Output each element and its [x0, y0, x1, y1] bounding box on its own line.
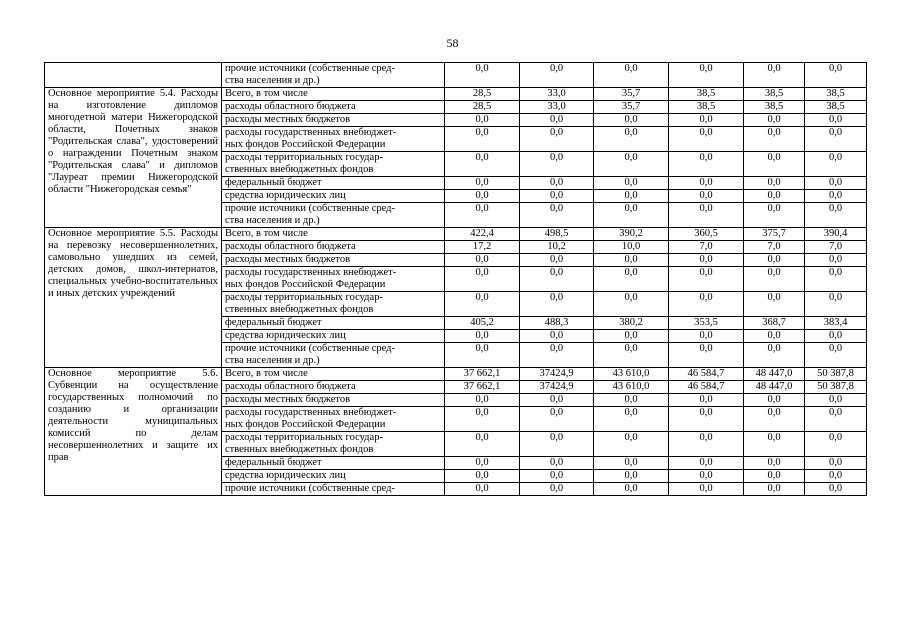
value-cell: 0,0 — [744, 343, 805, 368]
value-cell: 0,0 — [594, 63, 669, 88]
source-label: ных фондов Российской Федерации — [225, 279, 386, 290]
measure-title: Основное мероприятие 5.6. Субвенции на осуществление государственных полномочий по созданию и организации деятельности муниципальных комиссий по делам несовершеннолетних и защите их прав — [45, 368, 222, 496]
table-row — [45, 368, 867, 381]
value-cell: 0,0 — [805, 254, 867, 267]
value-cell: 0,0 — [445, 267, 520, 292]
value-cell: 488,3 — [520, 317, 594, 330]
value-cell: 0,0 — [594, 190, 669, 203]
value-cell: 0,0 — [744, 63, 805, 88]
value-cell: 0,0 — [805, 152, 867, 177]
value-cell: 38,5 — [805, 101, 867, 114]
value-cell: 0,0 — [520, 432, 594, 457]
source-label: федеральный бюджет — [225, 177, 322, 188]
source-label: Всего, в том числе — [225, 228, 308, 239]
value-cell: 0,0 — [594, 432, 669, 457]
source-cell — [222, 368, 445, 381]
value-cell: 0,0 — [744, 457, 805, 470]
source-label: Всего, в том числе — [225, 368, 308, 379]
source-cell — [222, 101, 445, 114]
source-cell — [222, 483, 445, 496]
value-cell: 10,2 — [520, 241, 594, 254]
source-label: прочие источники (собственные сред- — [225, 203, 396, 214]
source-label: ственных внебюджетных фондов — [225, 304, 374, 315]
value-cell: 0,0 — [744, 152, 805, 177]
value-cell: 0,0 — [669, 394, 744, 407]
value-cell: 35,7 — [594, 101, 669, 114]
value-cell: 0,0 — [594, 330, 669, 343]
value-cell: 43 610,0 — [594, 381, 669, 394]
source-label: расходы территориальных государ- — [225, 432, 383, 443]
value-cell: 0,0 — [805, 470, 867, 483]
value-cell: 0,0 — [520, 292, 594, 317]
value-cell: 0,0 — [445, 254, 520, 267]
value-cell: 0,0 — [445, 330, 520, 343]
value-cell: 0,0 — [669, 470, 744, 483]
value-cell: 0,0 — [669, 63, 744, 88]
value-cell: 7,0 — [805, 241, 867, 254]
value-cell: 0,0 — [744, 190, 805, 203]
value-cell: 0,0 — [744, 177, 805, 190]
source-label: прочие источники (собственные сред- — [225, 63, 396, 74]
source-cell — [222, 190, 445, 203]
source-cell — [222, 292, 445, 317]
value-cell: 37 662,1 — [445, 368, 520, 381]
measure-title: Основное мероприятие 5.5. Расходы на перевозку несовершеннолетних, самовольно ушедших из семей, детских домов, школ-интернатов, специальных учебно-воспитательных и иных детских учреждений — [45, 228, 222, 368]
value-cell: 0,0 — [520, 330, 594, 343]
source-label: расходы государственных внебюджет- — [225, 267, 397, 278]
value-cell: 0,0 — [744, 407, 805, 432]
value-cell: 380,2 — [594, 317, 669, 330]
value-cell: 0,0 — [594, 457, 669, 470]
source-label: расходы государственных внебюджет- — [225, 127, 397, 138]
value-cell: 0,0 — [445, 190, 520, 203]
value-cell: 0,0 — [520, 470, 594, 483]
value-cell: 0,0 — [744, 254, 805, 267]
value-cell: 0,0 — [594, 394, 669, 407]
value-cell: 43 610,0 — [594, 368, 669, 381]
value-cell: 0,0 — [805, 177, 867, 190]
value-cell: 38,5 — [669, 88, 744, 101]
value-cell: 0,0 — [744, 114, 805, 127]
source-label: расходы областного бюджета — [225, 381, 356, 392]
value-cell: 360,5 — [669, 228, 744, 241]
source-cell — [222, 343, 445, 368]
value-cell: 422,4 — [445, 228, 520, 241]
value-cell: 0,0 — [805, 63, 867, 88]
value-cell: 0,0 — [669, 292, 744, 317]
source-label: Всего, в том числе — [225, 88, 308, 99]
value-cell: 0,0 — [520, 407, 594, 432]
value-cell: 38,5 — [744, 88, 805, 101]
value-cell: 0,0 — [805, 483, 867, 496]
value-cell: 0,0 — [744, 432, 805, 457]
value-cell: 0,0 — [520, 127, 594, 152]
value-cell: 0,0 — [669, 114, 744, 127]
value-cell: 0,0 — [445, 483, 520, 496]
value-cell: 0,0 — [669, 190, 744, 203]
value-cell: 368,7 — [744, 317, 805, 330]
value-cell: 0,0 — [520, 483, 594, 496]
value-cell: 0,0 — [669, 203, 744, 228]
source-label: расходы областного бюджета — [225, 241, 356, 252]
value-cell: 0,0 — [445, 152, 520, 177]
source-label: расходы местных бюджетов — [225, 394, 351, 405]
value-cell: 0,0 — [744, 394, 805, 407]
value-cell: 0,0 — [669, 343, 744, 368]
value-cell: 0,0 — [669, 177, 744, 190]
value-cell: 0,0 — [445, 177, 520, 190]
value-cell: 0,0 — [805, 330, 867, 343]
value-cell: 0,0 — [669, 330, 744, 343]
value-cell: 0,0 — [805, 407, 867, 432]
page-number: 58 — [446, 36, 459, 50]
value-cell: 28,5 — [445, 88, 520, 101]
value-cell: 375,7 — [744, 228, 805, 241]
value-cell: 0,0 — [744, 267, 805, 292]
source-label: ных фондов Российской Федерации — [225, 139, 386, 150]
value-cell: 0,0 — [520, 114, 594, 127]
value-cell: 0,0 — [744, 483, 805, 496]
value-cell: 0,0 — [445, 432, 520, 457]
budget-table — [44, 62, 867, 496]
value-cell: 33,0 — [520, 101, 594, 114]
value-cell: 0,0 — [445, 127, 520, 152]
value-cell: 0,0 — [805, 432, 867, 457]
source-cell — [222, 127, 445, 152]
source-cell — [222, 432, 445, 457]
value-cell: 0,0 — [805, 114, 867, 127]
value-cell: 46 584,7 — [669, 381, 744, 394]
value-cell: 0,0 — [594, 152, 669, 177]
value-cell: 0,0 — [744, 203, 805, 228]
value-cell: 0,0 — [445, 203, 520, 228]
value-cell: 28,5 — [445, 101, 520, 114]
value-cell: 0,0 — [805, 203, 867, 228]
source-cell — [222, 177, 445, 190]
value-cell: 38,5 — [669, 101, 744, 114]
value-cell: 0,0 — [445, 63, 520, 88]
source-cell — [222, 407, 445, 432]
value-cell: 0,0 — [744, 292, 805, 317]
source-label: ных фондов Российской Федерации — [225, 419, 386, 430]
value-cell: 0,0 — [520, 254, 594, 267]
source-label: прочие источники (собственные сред- — [225, 343, 396, 354]
source-cell — [222, 203, 445, 228]
source-label: федеральный бюджет — [225, 317, 322, 328]
value-cell: 50 387,8 — [805, 381, 867, 394]
value-cell: 0,0 — [744, 127, 805, 152]
source-cell — [222, 114, 445, 127]
source-label: расходы государственных внебюджет- — [225, 407, 397, 418]
source-cell — [222, 63, 445, 88]
table-row — [45, 88, 867, 101]
measure-title: Основное мероприятие 5.4. Расходы на изготовление дипломов многодетной матери Нижегородской области, Почетных знаков "Родительская слава", удостоверений о награждении Почетным знаком "Родительская слава" и дипломов "Лауреат премии Нижегородской области "Нижегородская семья" — [45, 88, 222, 228]
source-cell — [222, 457, 445, 470]
value-cell: 0,0 — [594, 127, 669, 152]
source-cell — [222, 152, 445, 177]
value-cell: 10,0 — [594, 241, 669, 254]
value-cell: 353,5 — [669, 317, 744, 330]
source-cell — [222, 330, 445, 343]
value-cell: 37 662,1 — [445, 381, 520, 394]
value-cell: 0,0 — [805, 457, 867, 470]
value-cell: 46 584,7 — [669, 368, 744, 381]
value-cell: 7,0 — [669, 241, 744, 254]
value-cell: 0,0 — [520, 394, 594, 407]
value-cell: 0,0 — [594, 343, 669, 368]
value-cell: 0,0 — [520, 267, 594, 292]
source-cell — [222, 241, 445, 254]
value-cell: 0,0 — [520, 203, 594, 228]
source-label: средства юридических лиц — [225, 330, 346, 341]
value-cell: 17,2 — [445, 241, 520, 254]
table-body — [45, 63, 867, 496]
value-cell: 0,0 — [445, 394, 520, 407]
value-cell: 0,0 — [669, 254, 744, 267]
source-label: ства населения и др.) — [225, 355, 320, 366]
source-label: прочие источники (собственные сред- — [225, 483, 396, 494]
value-cell: 33,0 — [520, 88, 594, 101]
table-row — [45, 228, 867, 241]
value-cell: 405,2 — [445, 317, 520, 330]
source-label: расходы областного бюджета — [225, 101, 356, 112]
source-label: федеральный бюджет — [225, 457, 322, 468]
value-cell: 0,0 — [445, 407, 520, 432]
source-cell — [222, 394, 445, 407]
value-cell: 0,0 — [594, 292, 669, 317]
value-cell: 0,0 — [805, 190, 867, 203]
value-cell: 0,0 — [445, 470, 520, 483]
value-cell: 0,0 — [805, 127, 867, 152]
value-cell: 0,0 — [445, 457, 520, 470]
source-cell — [222, 317, 445, 330]
value-cell: 37424,9 — [520, 368, 594, 381]
value-cell: 7,0 — [744, 241, 805, 254]
value-cell: 38,5 — [805, 88, 867, 101]
value-cell: 0,0 — [520, 457, 594, 470]
value-cell: 50 387,8 — [805, 368, 867, 381]
value-cell: 0,0 — [805, 267, 867, 292]
source-cell — [222, 381, 445, 394]
value-cell: 0,0 — [445, 343, 520, 368]
value-cell: 0,0 — [669, 432, 744, 457]
source-cell — [222, 470, 445, 483]
value-cell: 0,0 — [594, 177, 669, 190]
value-cell: 0,0 — [594, 483, 669, 496]
value-cell: 0,0 — [669, 267, 744, 292]
source-label: средства юридических лиц — [225, 190, 346, 201]
source-label: ственных внебюджетных фондов — [225, 164, 374, 175]
value-cell: 0,0 — [669, 152, 744, 177]
value-cell: 0,0 — [520, 177, 594, 190]
source-cell — [222, 267, 445, 292]
source-label: ства населения и др.) — [225, 215, 320, 226]
value-cell: 0,0 — [669, 457, 744, 470]
value-cell: 0,0 — [669, 407, 744, 432]
source-label: ства населения и др.) — [225, 75, 320, 86]
value-cell: 0,0 — [669, 127, 744, 152]
value-cell: 383,4 — [805, 317, 867, 330]
source-cell — [222, 254, 445, 267]
value-cell: 0,0 — [805, 343, 867, 368]
source-label: расходы территориальных государ- — [225, 152, 383, 163]
value-cell: 0,0 — [594, 407, 669, 432]
value-cell: 37424,9 — [520, 381, 594, 394]
value-cell: 390,4 — [805, 228, 867, 241]
value-cell: 38,5 — [744, 101, 805, 114]
value-cell: 0,0 — [744, 330, 805, 343]
source-label: расходы местных бюджетов — [225, 254, 351, 265]
value-cell: 0,0 — [520, 63, 594, 88]
value-cell: 498,5 — [520, 228, 594, 241]
value-cell: 0,0 — [520, 190, 594, 203]
value-cell: 0,0 — [520, 152, 594, 177]
value-cell: 0,0 — [594, 254, 669, 267]
value-cell: 0,0 — [594, 203, 669, 228]
table-row — [45, 63, 867, 88]
measure-cell-empty — [45, 63, 222, 88]
value-cell: 35,7 — [594, 88, 669, 101]
value-cell: 0,0 — [744, 470, 805, 483]
value-cell: 48 447,0 — [744, 368, 805, 381]
value-cell: 48 447,0 — [744, 381, 805, 394]
value-cell: 0,0 — [594, 267, 669, 292]
value-cell: 0,0 — [669, 483, 744, 496]
source-label: средства юридических лиц — [225, 470, 346, 481]
value-cell: 0,0 — [805, 394, 867, 407]
value-cell: 0,0 — [594, 114, 669, 127]
source-label: расходы территориальных государ- — [225, 292, 383, 303]
value-cell: 0,0 — [594, 470, 669, 483]
value-cell: 0,0 — [445, 292, 520, 317]
source-cell — [222, 88, 445, 101]
source-label: ственных внебюджетных фондов — [225, 444, 374, 455]
source-cell — [222, 228, 445, 241]
value-cell: 0,0 — [805, 292, 867, 317]
value-cell: 0,0 — [445, 114, 520, 127]
value-cell: 0,0 — [520, 343, 594, 368]
source-label: расходы местных бюджетов — [225, 114, 351, 125]
value-cell: 390,2 — [594, 228, 669, 241]
